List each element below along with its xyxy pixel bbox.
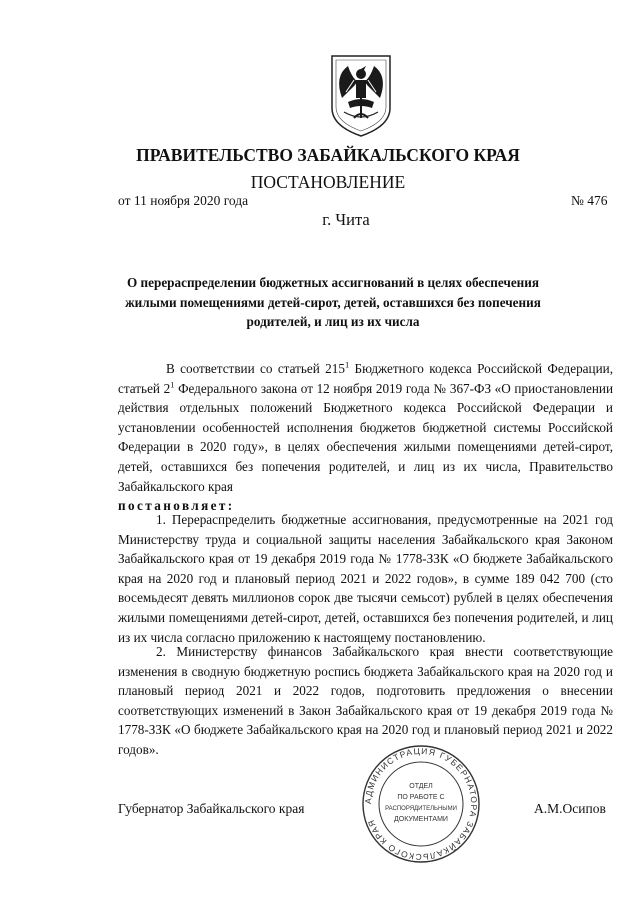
official-stamp-icon xyxy=(360,743,482,865)
svg-text:АДМИНИСТРАЦИЯ ГУБЕРНАТОРА ЗАБА xyxy=(363,746,479,862)
stamp-ring-text: АДМИНИСТРАЦИЯ ГУБЕРНАТОРА ЗАБАЙКАЛЬСКОГО КРАЯ xyxy=(362,745,480,863)
paragraph-preamble xyxy=(118,359,613,516)
document-title: О перераспределении бюджетных ассигнований в целях обеспечения жилыми помещениями детей-сирот, детей, оставшихся без попечения родителей, и лиц из их числа xyxy=(125,275,541,329)
signer-title: Губернатор Забайкальского края xyxy=(118,801,305,816)
stamp-line-4: ДОКУМЕНТАМИ xyxy=(394,816,448,823)
government-name: ПРАВИТЕЛЬСТВО ЗАБАЙКАЛЬСКОГО КРАЯ xyxy=(136,145,520,165)
paragraph-item-1: 1. Перераспределить бюджетные ассигнования, предусмотренные на 2021 год Министерству труда и социальной защиты населения Забайкальского края Законом Забайкальского края от 19 декабря 2019 года № 1778-ЗЗК «О бюджете Забайкальского края на 2020 год и плановый период 2021 и 2022 годов», в сумме 189 042 700 (сто восемьдесят девять миллионов сорок две тысячи семьсот) рублей в целях обеспечения жилыми помещениями детей-сирот, детей, оставшихся без попечения родителей, и лиц из их числа согласно приложению к настоящему постановлению. xyxy=(118,512,613,645)
signer-name: А.М.Осипов xyxy=(534,801,606,816)
document-number: № 476 xyxy=(571,193,608,208)
document-date: от 11 ноября 2020 года xyxy=(118,193,249,208)
stamp-line-3: РАСПОРЯДИТЕЛЬНЫМИ xyxy=(385,806,457,812)
superscript-2: 1 xyxy=(170,379,175,390)
stamp-line-1: ОТДЕЛ xyxy=(409,783,433,790)
superscript-1: 1 xyxy=(344,359,350,370)
preamble-text-b: Бюджетного кодекса Российской Федерации, статьей 2 xyxy=(118,361,613,396)
coat-of-arms-icon xyxy=(328,52,394,138)
document-type: ПОСТАНОВЛЕНИЕ xyxy=(250,172,406,192)
paragraph-item-2: 2. Министерству финансов Забайкальского края внести соответствующие изменения в сводную бюджетную роспись бюджета Забайкальского края на 2020 год и плановый период 2021 и 2022 годов, подготовить предложения о внесении соответствующих изменений в Закон Забайкальского края от 19 декабря 2019 года № 1778-ЗЗК «О бюджете Забайкальского края на 2020 год и плановый период 2021 и 2022 годов». xyxy=(118,644,613,757)
document-city: г. Чита xyxy=(322,210,370,229)
preamble-text-a: В соответствии со статьей 215 xyxy=(166,361,345,376)
preamble-text-c: Федерального закона от 12 ноября 2019 года № 367-ФЗ «О приостановлении действия отдельных положений Бюджетного кодекса Российской Федерации и установлении особенностей исполнения бюджетов бюджетной системы Российской Федерации в 2020 году», в целях обеспечения жилыми помещениями детей-сирот, детей, оставшихся без попечения родителей, и лиц из их числа, Правительство Забайкальского края xyxy=(118,380,613,494)
stamp-line-2: ПО РАБОТЕ С xyxy=(397,794,445,801)
resolves-word: постановляет: xyxy=(118,498,235,514)
